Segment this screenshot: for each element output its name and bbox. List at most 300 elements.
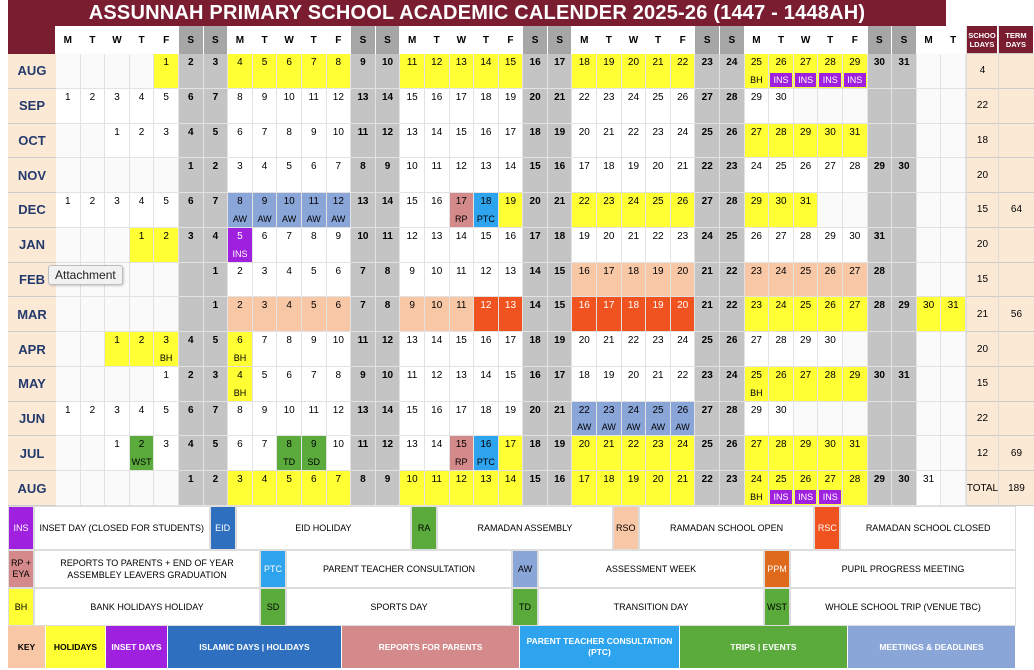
day-number: 12 <box>332 91 344 103</box>
day-number: 19 <box>578 230 590 242</box>
day-number: 18 <box>529 126 541 138</box>
weekday-label: M <box>400 26 425 54</box>
day-cell <box>302 263 327 298</box>
day-cell <box>499 332 524 367</box>
day-cell <box>376 367 401 402</box>
day-cell <box>548 367 573 402</box>
day-cell <box>622 193 647 228</box>
day-number: 28 <box>775 335 787 347</box>
day-cell <box>351 89 376 124</box>
day-cell <box>400 297 425 332</box>
day-number: 26 <box>726 439 738 451</box>
day-cell <box>720 54 745 89</box>
day-cell <box>56 332 81 367</box>
day-cell <box>745 158 770 193</box>
day-cell <box>843 89 868 124</box>
key-bar-item: PARENT TEACHER CONSULTATION (PTC) <box>520 626 680 668</box>
day-number: 1 <box>65 404 71 416</box>
day-cell <box>474 332 499 367</box>
day-cell <box>868 436 893 471</box>
day-cell <box>179 436 204 471</box>
day-number: 8 <box>360 161 366 173</box>
day-number: 10 <box>283 91 295 103</box>
day-cell <box>56 193 81 228</box>
day-cell <box>499 402 524 437</box>
day-number: 22 <box>578 196 590 208</box>
day-number: 4 <box>237 369 243 381</box>
day-cell <box>868 471 893 506</box>
day-number: 5 <box>310 300 317 312</box>
day-cell <box>450 158 475 193</box>
day-cell <box>105 124 130 159</box>
day-number: 12 <box>480 265 492 277</box>
day-cell <box>818 471 843 506</box>
day-cell <box>302 297 327 332</box>
day-number: 8 <box>310 230 317 242</box>
day-number: 13 <box>504 265 517 277</box>
weekday-label: M <box>745 26 770 54</box>
day-number: 19 <box>554 335 566 347</box>
day-cell <box>154 158 179 193</box>
school-days-value: 15 <box>966 193 998 228</box>
day-cell <box>917 367 942 402</box>
day-cell <box>277 89 302 124</box>
day-cell <box>474 402 499 437</box>
day-number: 28 <box>824 57 836 68</box>
day-number: 2 <box>187 57 194 68</box>
day-cell <box>179 263 204 298</box>
day-cell <box>892 54 917 89</box>
day-cell <box>130 297 155 332</box>
day-tag: BH <box>159 352 173 363</box>
day-cell <box>81 367 106 402</box>
month-label: MAR <box>8 297 56 332</box>
day-number: 28 <box>849 161 861 173</box>
day-cell <box>917 263 942 298</box>
day-cell <box>892 124 917 159</box>
day-number: 17 <box>603 300 615 312</box>
day-cell <box>327 228 352 263</box>
day-number: 1 <box>187 474 194 486</box>
day-cell <box>327 54 352 89</box>
day-cell <box>130 436 155 471</box>
month-row <box>8 263 1016 298</box>
day-number: 4 <box>138 91 145 103</box>
day-number: 22 <box>726 265 738 277</box>
day-cell <box>720 332 745 367</box>
day-number: 19 <box>504 91 517 103</box>
day-cell <box>400 54 425 89</box>
day-cell <box>130 54 155 89</box>
day-cell <box>130 228 155 263</box>
day-cell <box>622 124 647 159</box>
day-number: 24 <box>726 369 738 381</box>
day-tag: BH <box>750 491 763 502</box>
day-number: 13 <box>406 335 418 347</box>
day-cell <box>892 402 917 437</box>
day-number: 20 <box>529 404 541 416</box>
day-number: 4 <box>286 265 292 277</box>
day-number: 18 <box>578 369 590 381</box>
month-label: JUL <box>8 436 56 471</box>
day-cell <box>450 193 475 228</box>
day-cell <box>154 54 179 89</box>
day-number: 22 <box>652 230 664 242</box>
day-cell <box>400 193 425 228</box>
day-number: 11 <box>456 265 467 277</box>
day-number: 30 <box>898 474 910 486</box>
day-number: 28 <box>849 474 861 486</box>
day-number: 12 <box>381 126 394 138</box>
day-number: 24 <box>627 91 640 103</box>
day-cell <box>868 228 893 263</box>
day-tag: TD <box>283 457 296 468</box>
day-number: 28 <box>873 265 885 277</box>
day-number: 17 <box>455 196 467 208</box>
day-cell <box>499 436 524 471</box>
legend-description: RAMADAN SCHOOL CLOSED <box>840 506 1016 550</box>
day-number: 15 <box>554 265 566 277</box>
day-cell <box>204 297 229 332</box>
day-tag: PTC <box>476 213 495 224</box>
day-number: 4 <box>187 439 194 451</box>
day-cell <box>892 228 917 263</box>
day-cell <box>745 297 770 332</box>
day-cell <box>228 89 253 124</box>
day-cell <box>769 263 794 298</box>
legend-key: RA <box>411 506 437 550</box>
day-cell <box>179 89 204 124</box>
day-cell <box>474 471 499 506</box>
day-number: 6 <box>310 161 317 173</box>
day-number: 31 <box>849 439 861 451</box>
day-cell <box>327 193 352 228</box>
day-number: 30 <box>824 439 836 451</box>
day-cell <box>941 332 966 367</box>
day-number: 20 <box>652 161 664 173</box>
day-cell <box>450 332 475 367</box>
day-cell <box>868 158 893 193</box>
day-cell <box>548 297 573 332</box>
day-number: 1 <box>187 161 194 173</box>
legend-description: PARENT TEACHER CONSULTATION <box>286 550 512 588</box>
weekday-label: S <box>720 26 745 54</box>
day-cell <box>56 402 81 437</box>
day-number: 25 <box>775 474 787 486</box>
day-number: 6 <box>286 369 292 381</box>
day-cell <box>769 332 794 367</box>
day-cell <box>154 471 179 506</box>
day-number: 11 <box>308 404 319 416</box>
day-cell <box>179 158 204 193</box>
day-cell <box>154 89 179 124</box>
weekday-label: F <box>154 26 179 54</box>
day-number: 18 <box>627 300 640 312</box>
day-number: 20 <box>652 474 664 486</box>
day-number: 15 <box>554 300 566 312</box>
day-number: 8 <box>360 474 366 486</box>
day-number: 30 <box>923 300 935 312</box>
day-cell <box>228 124 253 159</box>
month-row <box>8 402 1016 437</box>
day-cell <box>376 297 401 332</box>
day-cell <box>302 158 327 193</box>
day-number: 12 <box>381 439 394 451</box>
calendar-title: ASSUNNAH PRIMARY SCHOOL ACADEMIC CALENDER 2025-26 (1447 - 1448AH) <box>8 0 946 26</box>
day-number: 3 <box>163 126 169 138</box>
day-cell <box>327 402 352 437</box>
day-cell <box>720 193 745 228</box>
day-number: 1 <box>212 265 219 277</box>
day-number: 16 <box>578 265 590 277</box>
day-number: 28 <box>726 196 738 208</box>
month-label: JUN <box>8 402 56 437</box>
day-number: 2 <box>212 474 219 486</box>
day-number: 24 <box>775 300 787 312</box>
day-number: 13 <box>357 91 369 103</box>
day-cell <box>597 367 622 402</box>
calendar-grid <box>8 54 1025 506</box>
day-cell <box>277 471 302 506</box>
day-number: 26 <box>800 161 812 173</box>
day-cell <box>351 402 376 437</box>
day-cell <box>794 193 819 228</box>
school-days-value: 21 <box>966 297 998 332</box>
day-cell <box>868 89 893 124</box>
day-number: 12 <box>406 230 418 242</box>
day-cell <box>622 158 647 193</box>
legend-key: PTC <box>260 550 286 588</box>
day-cell <box>400 263 425 298</box>
day-number: 24 <box>677 439 689 451</box>
day-cell <box>277 332 302 367</box>
day-cell <box>597 228 622 263</box>
day-cell <box>818 54 843 89</box>
day-cell <box>499 263 524 298</box>
day-number: 15 <box>480 230 492 242</box>
day-number: 14 <box>529 300 541 312</box>
day-number: 25 <box>652 196 664 208</box>
day-number: 9 <box>261 404 268 416</box>
day-number: 8 <box>237 196 243 208</box>
day-cell <box>376 54 401 89</box>
day-number: 22 <box>726 300 738 312</box>
day-cell <box>548 332 573 367</box>
day-number: 11 <box>357 335 369 347</box>
day-tag: INS <box>844 73 866 87</box>
day-cell <box>425 193 450 228</box>
day-cell <box>843 436 868 471</box>
day-cell <box>917 158 942 193</box>
day-cell <box>425 158 450 193</box>
day-cell <box>818 436 843 471</box>
day-cell <box>474 297 499 332</box>
day-cell <box>695 228 720 263</box>
day-cell <box>572 402 597 437</box>
term-days-value: 56 <box>998 297 1034 332</box>
day-cell <box>917 193 942 228</box>
day-number: 21 <box>652 57 664 68</box>
day-cell <box>56 158 81 193</box>
day-cell <box>327 263 352 298</box>
day-number: 9 <box>409 265 415 277</box>
day-number: 26 <box>677 404 689 416</box>
day-number: 1 <box>212 300 219 312</box>
day-cell <box>351 54 376 89</box>
day-number: 27 <box>849 265 861 277</box>
day-number: 17 <box>504 335 517 347</box>
day-cell <box>327 471 352 506</box>
weekday-label: S <box>868 26 893 54</box>
day-number: 2 <box>237 265 243 277</box>
day-cell <box>671 402 696 437</box>
day-number: 27 <box>824 474 836 486</box>
school-days-value: 15 <box>966 367 998 402</box>
day-cell <box>81 228 106 263</box>
month-row <box>8 297 1023 332</box>
day-number: 12 <box>431 57 443 68</box>
day-number: 26 <box>726 335 738 347</box>
day-cell <box>671 193 696 228</box>
day-cell <box>671 54 696 89</box>
day-cell <box>56 124 81 159</box>
day-number: 3 <box>212 369 219 381</box>
legend-key: SD <box>260 588 286 626</box>
day-number: 6 <box>261 230 268 242</box>
day-number: 2 <box>237 300 243 312</box>
day-number: 29 <box>800 335 812 347</box>
day-number: 15 <box>504 369 517 381</box>
day-number: 26 <box>775 57 787 68</box>
day-number: 22 <box>578 91 590 103</box>
weekday-label: S <box>351 26 376 54</box>
day-number: 22 <box>627 335 640 347</box>
day-cell <box>400 124 425 159</box>
day-number: 7 <box>261 335 268 347</box>
month-row <box>8 89 1016 124</box>
day-cell <box>597 471 622 506</box>
day-number: 9 <box>310 126 317 138</box>
day-cell <box>769 367 794 402</box>
day-cell <box>572 54 597 89</box>
weekday-label: S <box>523 26 548 54</box>
day-number: 3 <box>212 57 219 68</box>
day-cell <box>450 54 475 89</box>
day-number: 19 <box>603 57 615 68</box>
day-cell <box>523 297 548 332</box>
day-number: 18 <box>529 439 541 451</box>
day-cell <box>572 471 597 506</box>
day-number: 14 <box>381 404 394 416</box>
day-cell <box>622 228 647 263</box>
legend-key: RSC <box>814 506 840 550</box>
day-cell <box>941 436 966 471</box>
day-number: 13 <box>455 369 467 381</box>
day-cell <box>868 54 893 89</box>
day-number: 4 <box>138 196 145 208</box>
school-days-value: 15 <box>966 263 998 298</box>
day-number: 21 <box>677 161 689 173</box>
day-cell <box>671 367 696 402</box>
day-cell <box>572 367 597 402</box>
day-number: 13 <box>455 57 467 68</box>
day-number: 21 <box>652 369 664 381</box>
day-cell <box>154 228 179 263</box>
day-cell <box>450 124 475 159</box>
day-number: 26 <box>677 196 689 208</box>
day-number: 16 <box>504 230 517 242</box>
day-cell <box>523 402 548 437</box>
day-number: 3 <box>163 335 169 347</box>
day-cell <box>646 124 671 159</box>
day-number: 26 <box>824 300 836 312</box>
day-cell <box>400 402 425 437</box>
day-cell <box>597 158 622 193</box>
day-cell <box>818 263 843 298</box>
day-cell <box>130 367 155 402</box>
day-cell <box>474 193 499 228</box>
day-number: 18 <box>603 161 615 173</box>
day-cell <box>400 89 425 124</box>
day-cell <box>671 471 696 506</box>
day-cell <box>253 332 278 367</box>
day-cell <box>941 297 966 332</box>
day-number: 28 <box>800 230 812 242</box>
day-number: 31 <box>800 196 812 208</box>
day-cell <box>523 54 548 89</box>
day-cell <box>228 263 253 298</box>
day-cell <box>917 89 942 124</box>
day-cell <box>695 471 720 506</box>
day-number: 27 <box>750 439 762 451</box>
day-cell <box>622 263 647 298</box>
day-number: 14 <box>381 196 394 208</box>
day-cell <box>154 436 179 471</box>
day-number: 17 <box>578 474 590 486</box>
day-cell <box>941 124 966 159</box>
day-number: 19 <box>652 265 664 277</box>
day-cell <box>843 158 868 193</box>
day-cell <box>745 193 770 228</box>
day-cell <box>81 436 106 471</box>
weekday-label: M <box>56 26 81 54</box>
day-cell <box>56 228 81 263</box>
day-cell <box>400 332 425 367</box>
day-cell <box>695 89 720 124</box>
day-cell <box>646 332 671 367</box>
day-cell <box>277 193 302 228</box>
day-cell <box>277 367 302 402</box>
day-number: 10 <box>332 335 344 347</box>
day-cell <box>425 124 450 159</box>
day-number: 16 <box>554 161 566 173</box>
day-cell <box>228 402 253 437</box>
weekday-label: W <box>450 26 475 54</box>
day-cell <box>622 402 647 437</box>
day-cell <box>204 436 229 471</box>
month-row <box>8 436 1023 471</box>
day-cell <box>548 263 573 298</box>
day-number: 27 <box>750 126 762 138</box>
legend-description: TRANSITION DAY <box>538 588 764 626</box>
legend-key: EID <box>210 506 236 550</box>
day-number: 16 <box>529 57 541 68</box>
day-cell <box>499 54 524 89</box>
day-number: 12 <box>332 196 344 208</box>
day-cell <box>376 124 401 159</box>
day-cell <box>130 193 155 228</box>
day-number: 7 <box>360 265 366 277</box>
